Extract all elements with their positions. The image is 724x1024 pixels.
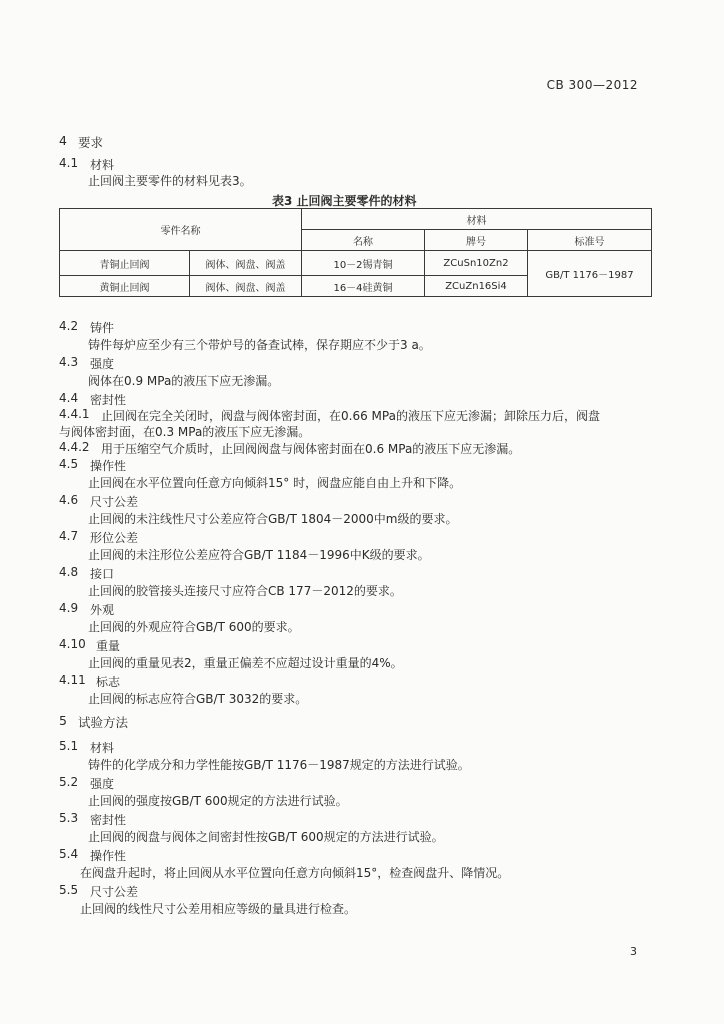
table-row (60, 251, 652, 276)
clause-5-5-body: 止回阀的线性尺寸公差用相应等级的量具进行检查。 (80, 902, 357, 916)
clause-4-6-title: 尺寸公差 (90, 495, 139, 509)
clause-4-4-1-line-1: 止回阀在完全关闭时，阀盘与阀体密封面，在0.66 MPa的液压下应无渗漏；卸除压力后，阀盘 (101, 409, 600, 423)
clause-4-5-number: 4.5 (59, 457, 79, 471)
cell-valve-type: 黄铜止回阀 (60, 276, 190, 297)
clause-4-9-number: 4.9 (59, 601, 79, 615)
clause-4-4-2-body: 用于压缩空气介质时，止回阀阀盘与阀体密封面在0.6 MPa的液压下应无渗漏。 (101, 442, 521, 456)
clause-4-1-title: 材料 (90, 158, 115, 172)
clause-4-4-number: 4.4 (59, 391, 79, 405)
cell-material-name: 16－4硅黄铜 (302, 276, 425, 297)
clause-5-4-body: 在阀盘升起时，将止回阀从水平位置向任意方向倾斜15°，检查阀盘升、降情况。 (80, 866, 510, 880)
clause-4-11-title: 标志 (96, 675, 121, 689)
clause-5-4-number: 5.4 (59, 847, 79, 861)
clause-5-2-number: 5.2 (59, 775, 79, 789)
materials-table (59, 208, 652, 297)
clause-4-7-title: 形位公差 (90, 531, 139, 545)
clause-5-3-title: 密封性 (90, 813, 127, 827)
header-material-name: 名称 (302, 230, 425, 251)
clause-5-3-number: 5.3 (59, 811, 79, 825)
clause-4-7-body: 止回阀的未注形位公差应符合GB/T 1184－1996中K级的要求。 (88, 548, 430, 562)
section-5-title: 试验方法 (78, 715, 129, 730)
cell-grade: ZCuZn16Si4 (425, 276, 528, 297)
clause-5-1-number: 5.1 (59, 739, 79, 753)
cell-valve-type: 青铜止回阀 (60, 251, 190, 276)
page-number: 3 (630, 945, 637, 958)
clause-4-1-body: 止回阀主要零件的材料见表3。 (88, 174, 252, 188)
clause-5-4-title: 操作性 (90, 849, 127, 863)
clause-4-4-2-number: 4.4.2 (59, 440, 90, 454)
clause-4-10-body: 止回阀的重量见表2，重量正偏差不应超过设计重量的4%。 (88, 656, 403, 670)
clause-4-10-number: 4.10 (59, 637, 86, 651)
clause-4-10-title: 重量 (96, 639, 121, 653)
section-4-number: 4 (59, 133, 67, 148)
table-3-caption: 表3 止回阀主要零件的材料 (272, 194, 417, 208)
clause-4-7-number: 4.7 (59, 529, 79, 543)
clause-4-5-body: 止回阀在水平位置向任意方向倾斜15° 时，阀盘应能自由上升和下降。 (88, 476, 462, 490)
clause-4-2-number: 4.2 (59, 319, 79, 333)
clause-4-8-body: 止回阀的胶管接头连接尺寸应符合CB 177－2012的要求。 (88, 584, 402, 598)
header-grade: 牌号 (425, 230, 528, 251)
clause-4-8-title: 接口 (90, 567, 115, 581)
section-4-title: 要求 (78, 135, 104, 150)
header-part-name: 零件名称 (60, 209, 302, 251)
cell-standard: GB/T 1176－1987 (528, 251, 652, 297)
clause-5-2-body: 止回阀的强度按GB/T 600规定的方法进行试验。 (88, 794, 348, 808)
clause-4-3-title: 强度 (90, 357, 115, 371)
clause-5-1-title: 材料 (90, 741, 115, 755)
clause-4-11-number: 4.11 (59, 673, 86, 687)
section-5-number: 5 (59, 713, 67, 728)
clause-4-5-title: 操作性 (90, 459, 127, 473)
clause-4-8-number: 4.8 (59, 565, 79, 579)
clause-4-2-title: 铸件 (90, 321, 115, 335)
cell-parts: 阀体、阀盘、阀盖 (190, 276, 302, 297)
clause-5-3-body: 止回阀的阀盘与阀体之间密封性按GB/T 600规定的方法进行试验。 (88, 830, 444, 844)
clause-4-11-body: 止回阀的标志应符合GB/T 3032的要求。 (88, 692, 308, 706)
cell-parts: 阀体、阀盘、阀盖 (190, 251, 302, 276)
clause-4-6-body: 止回阀的未注线性尺寸公差应符合GB/T 1804－2000中m级的要求。 (88, 512, 458, 526)
cell-grade: ZCuSn10Zn2 (425, 251, 528, 276)
clause-4-2-body: 铸件每炉应至少有三个带炉号的备查试棒，保存期应不少于3 a。 (88, 338, 431, 352)
clause-4-4-1-line-2: 与阀体密封面，在0.3 MPa的液压下应无渗漏。 (59, 425, 311, 439)
clause-4-4-title: 密封性 (90, 393, 127, 407)
clause-4-1-number: 4.1 (59, 156, 79, 170)
clause-4-9-title: 外观 (90, 603, 115, 617)
clause-5-1-body: 铸件的化学成分和力学性能按GB/T 1176－1987规定的方法进行试验。 (88, 758, 470, 772)
clause-4-9-body: 止回阀的外观应符合GB/T 600的要求。 (88, 620, 300, 634)
clause-5-5-number: 5.5 (59, 883, 79, 897)
cell-material-name: 10－2锡青铜 (302, 251, 425, 276)
header-standard: 标准号 (528, 230, 652, 251)
clause-4-4-1-number: 4.4.1 (59, 407, 90, 421)
clause-5-2-title: 强度 (90, 777, 115, 791)
clause-4-6-number: 4.6 (59, 493, 79, 507)
clause-4-3-body: 阀体在0.9 MPa的液压下应无渗漏。 (88, 374, 280, 388)
document-code: CB 300—2012 (546, 78, 638, 92)
clause-4-3-number: 4.3 (59, 355, 79, 369)
header-material: 材料 (302, 209, 652, 230)
clause-5-5-title: 尺寸公差 (90, 885, 139, 899)
